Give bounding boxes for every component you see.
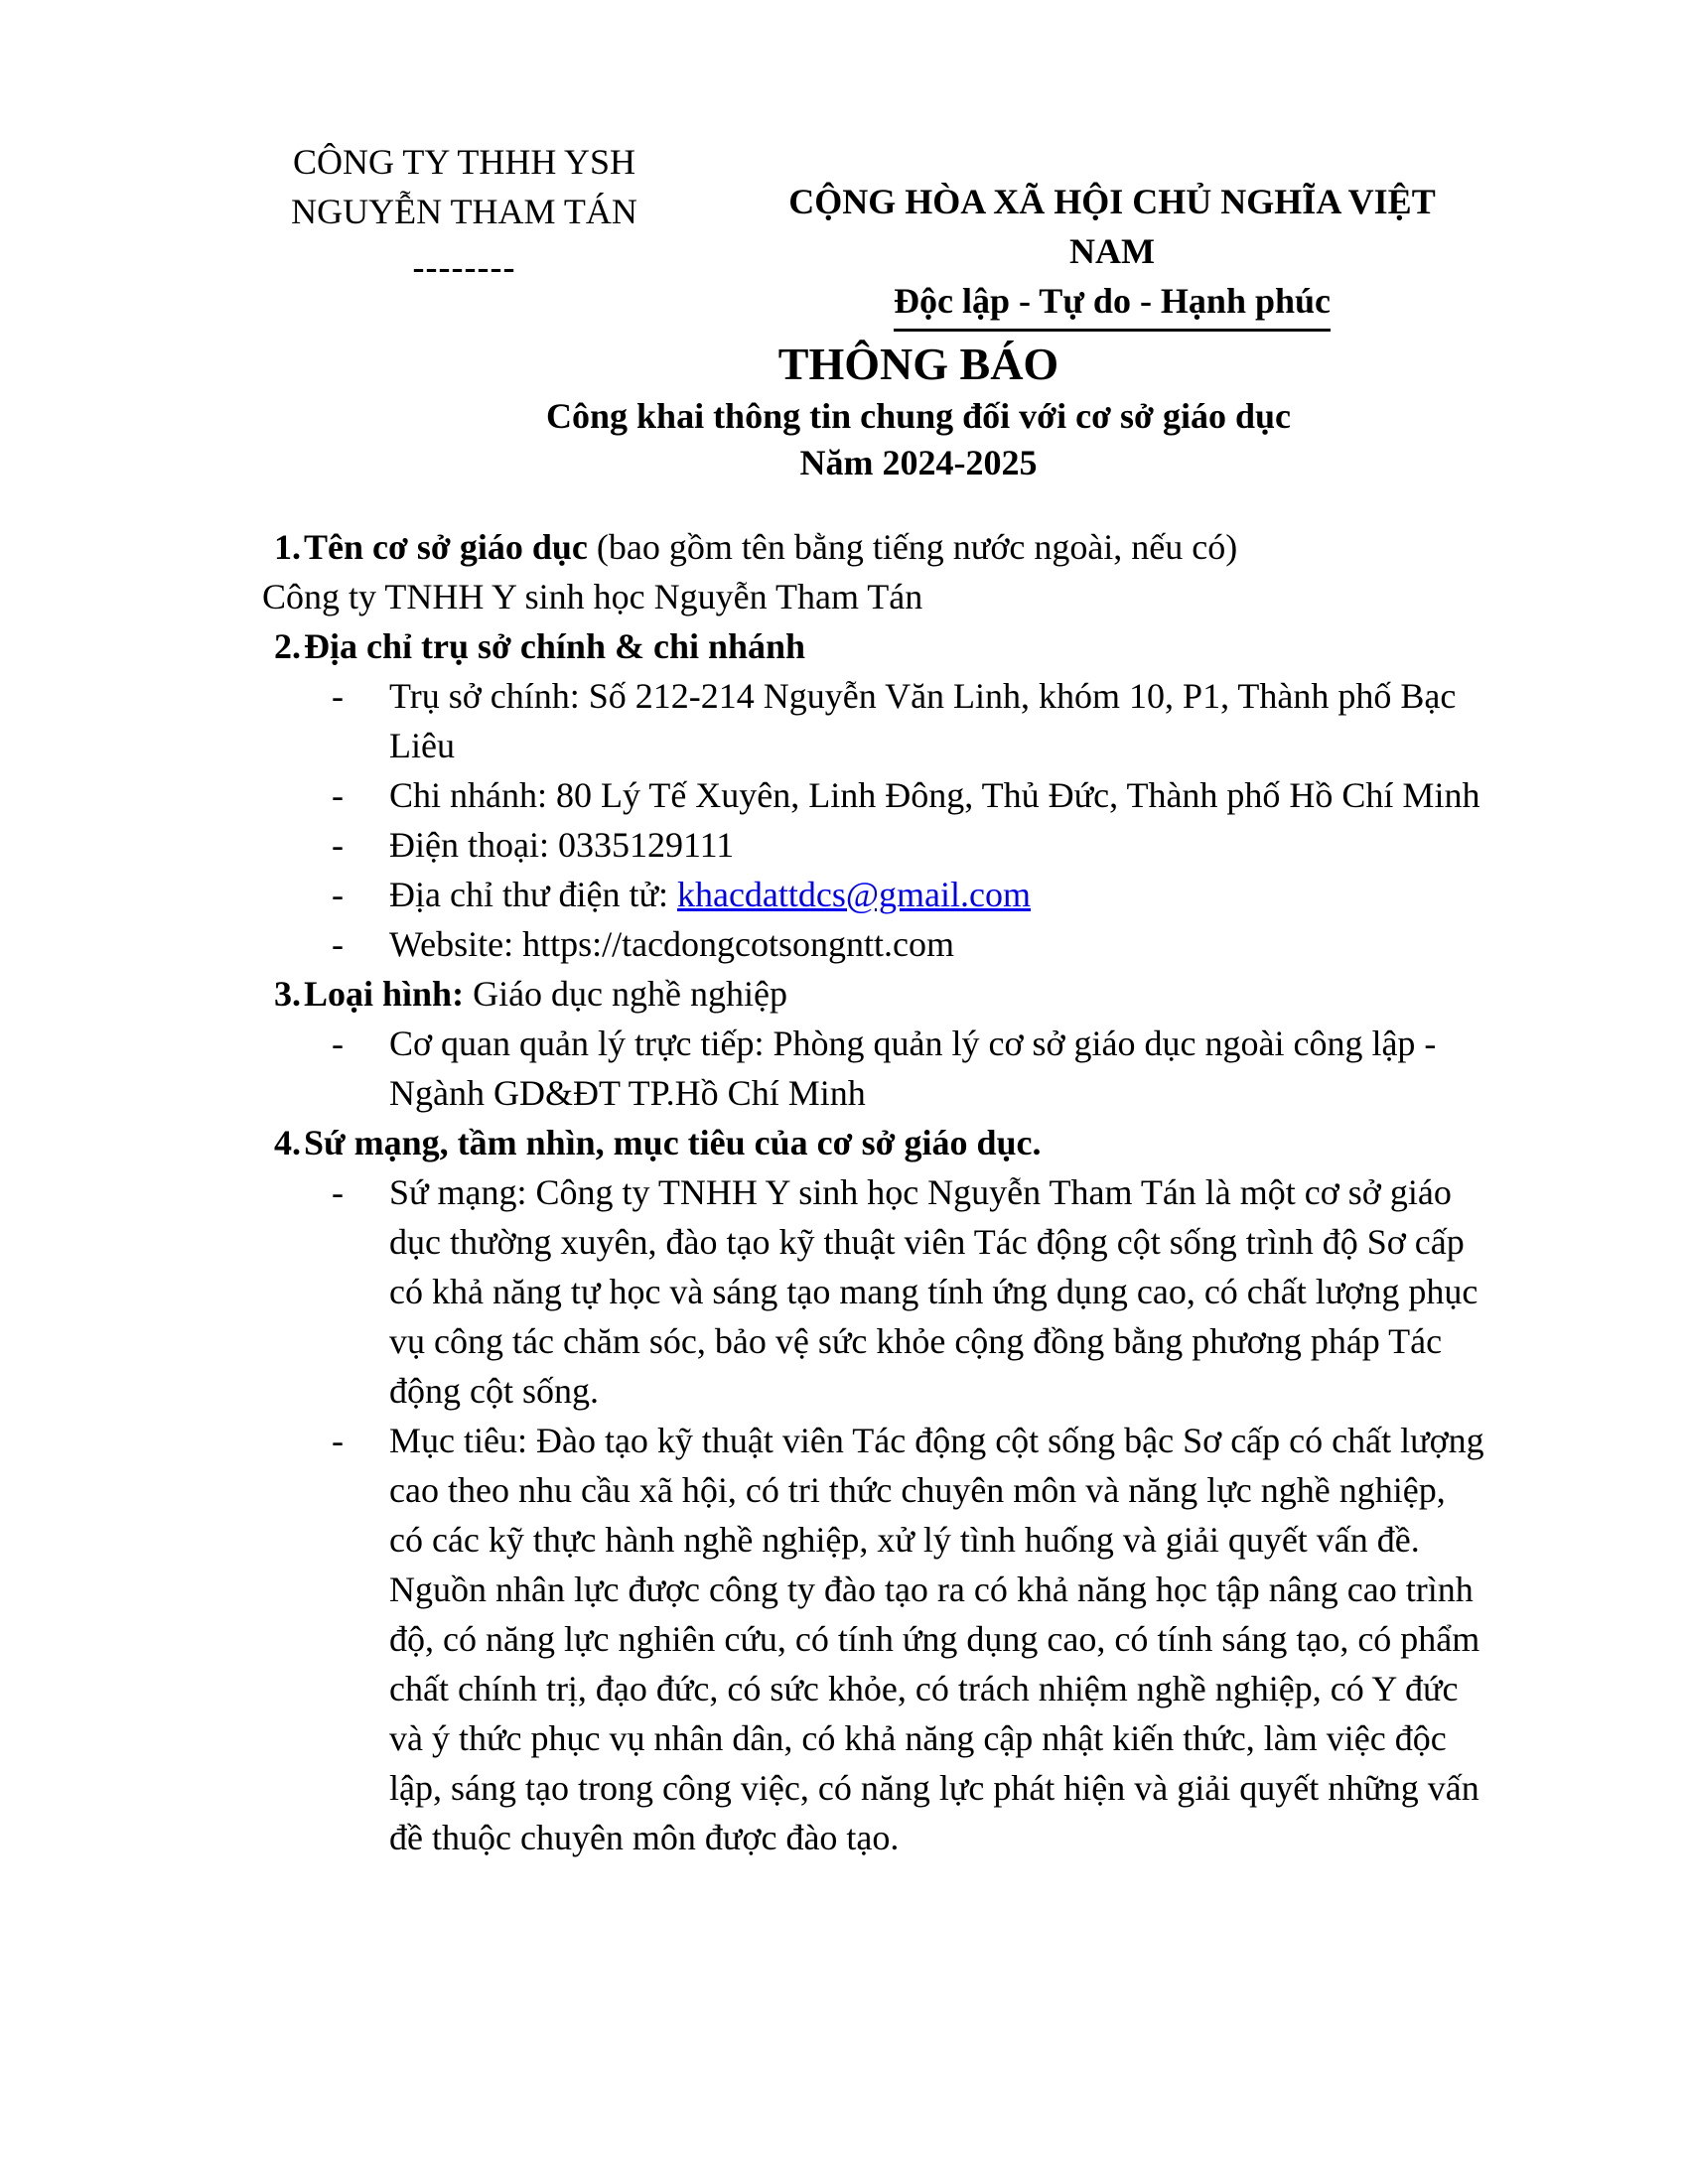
item-number: 2.	[274, 626, 301, 666]
item-number: 4.	[274, 1123, 301, 1162]
dash-bullet: -	[332, 1172, 344, 1212]
item-number: 1.	[274, 527, 301, 567]
subitem	[262, 1019, 1485, 1118]
subitem	[262, 870, 1485, 919]
subitem-text: Điện thoại: 0335129111	[389, 825, 735, 865]
company-block	[204, 137, 725, 292]
header-divider-dashes: --------	[412, 247, 516, 287]
item-heading: Địa chỉ trụ sở chính & chi nhánh	[304, 626, 806, 666]
item-heading-text	[304, 969, 787, 1019]
subitem	[262, 770, 1485, 820]
subitem	[262, 1167, 1485, 1416]
item-heading: Loại hình:	[304, 974, 465, 1014]
dash-bullet: -	[332, 825, 344, 865]
item-heading-text	[304, 621, 805, 671]
main-list	[262, 522, 1485, 1862]
subitem-text: Chi nhánh: 80 Lý Tế Xuyên, Linh Đông, Thủ Đức, Thành phố Hồ Chí Minh	[389, 775, 1480, 815]
subitem	[262, 1416, 1485, 1862]
item-number: 3.	[274, 974, 301, 1014]
title-block	[159, 336, 1678, 486]
company-name-line1: CÔNG TY THHH YSH	[292, 142, 636, 182]
item-heading-row	[262, 522, 1485, 572]
list-item	[262, 621, 1485, 969]
item-heading: Tên cơ sở giáo dục	[304, 527, 588, 567]
dash-bullet: -	[332, 1024, 344, 1063]
dash-bullet: -	[332, 924, 344, 964]
subitem-text: Cơ quan quản lý trực tiếp: Phòng quản lý cơ sở giáo dục ngoài công lập - Ngành GD&ĐT TP.Hồ Chí Minh	[389, 1024, 1437, 1113]
subitem-text: Website: https://tacdongcotsongntt.com	[389, 924, 955, 964]
national-header-block	[750, 177, 1475, 332]
subitem-text: Mục tiêu: Đào tạo kỹ thuật viên Tác động cột sống bậc Sơ cấp có chất lượng cao theo nhu cầu xã hội, có tri thức chuyên môn và năng lực nghề nghiệp, có các kỹ thực hành nghề nghiệp, xử lý tình huống và giải quyết vấn đề. Nguồn nhân lực được công ty đào tạo ra có khả năng học tập nâng cao trình độ, có năng lực nghiên cứu, có tính ứng dụng cao, có tính sáng tạo, có phẩm chất chính trị, đạo đức, có sức khỏe, có trách nhiệm nghề nghiệp, có Y đức và ý thức phục vụ nhân dân, có khả năng cập nhật kiến thức, làm việc độc lập, sáng tạo trong công việc, có năng lực phát hiện và giải quyết những vấn đề thuộc chuyên môn được đào tạo.	[389, 1421, 1484, 1857]
subitem	[262, 671, 1485, 770]
email-link[interactable]: khacdattdcs@gmail.com	[676, 875, 1032, 914]
dash-bullet: -	[332, 1421, 344, 1460]
item-heading-suffix: (bao gồm tên bằng tiếng nước ngoài, nếu có)	[587, 527, 1238, 567]
item-body: Công ty TNHH Y sinh học Nguyễn Tham Tán	[262, 577, 923, 616]
dash-bullet: -	[332, 676, 344, 716]
item-heading-suffix: Giáo dục nghề nghiệp	[464, 974, 787, 1014]
doc-subtitle: Công khai thông tin chung đối với cơ sở giáo dục	[546, 396, 1291, 436]
item-heading-row	[262, 1118, 1485, 1167]
list-item	[262, 522, 1485, 621]
doc-title: THÔNG BÁO	[777, 339, 1059, 389]
subitem-text	[389, 870, 1485, 919]
item-heading-text	[304, 1118, 1042, 1167]
item-heading-text	[304, 522, 1237, 572]
subitem	[262, 820, 1485, 870]
dash-bullet: -	[332, 875, 344, 914]
national-motto: Độc lập - Tự do - Hạnh phúc	[894, 276, 1331, 332]
company-name-line2: NGUYỄN THAM TÁN	[291, 192, 637, 231]
list-item	[262, 969, 1485, 1118]
doc-year: Năm 2024-2025	[799, 443, 1038, 482]
subitem-text: Sứ mạng: Công ty TNHH Y sinh học Nguyễn Tham Tán là một cơ sở giáo dục thường xuyên, đào tạo kỹ thuật viên Tác động cột sống trình độ Sơ cấp có khả năng tự học và sáng tạo mang tính ứng dụng cao, có chất lượng phục vụ công tác chăm sóc, bảo vệ sức khỏe cộng đồng bằng phương pháp Tác động cột sống.	[389, 1172, 1478, 1411]
dash-bullet: -	[332, 775, 344, 815]
subitem-text-prefix: Địa chỉ thư điện tử:	[389, 875, 677, 914]
item-heading-row	[262, 969, 1485, 1019]
subitem-text: Trụ sở chính: Số 212-214 Nguyễn Văn Linh, khóm 10, P1, Thành phố Bạc Liêu	[389, 676, 1457, 765]
list-item	[262, 1118, 1485, 1862]
republic-title: CỘNG HÒA XÃ HỘI CHỦ NGHĨA VIỆT NAM	[788, 182, 1436, 271]
item-heading-row	[262, 621, 1485, 671]
item-heading: Sứ mạng, tầm nhìn, mục tiêu của cơ sở giáo dục.	[304, 1123, 1042, 1162]
subitem	[262, 919, 1485, 969]
